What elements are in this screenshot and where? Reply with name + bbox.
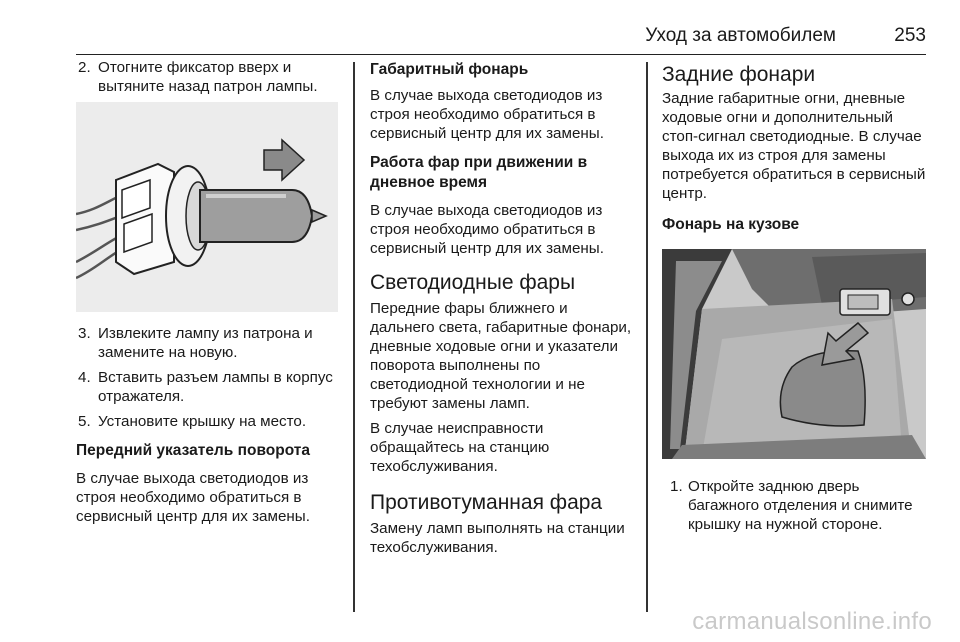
column-3 <box>662 58 926 540</box>
section-text: Замену ламп выполнять на станции техобслуживания. <box>370 520 625 556</box>
section-text: Задние габаритные огни, дневные ходовые огни и дополнительный стоп-сигнал светодиодные. В случае выхода их из строя для замены потребуется обратиться в сервисный центр. <box>662 90 926 202</box>
step-text: Извлеките лампу из патрона и замените на новую. <box>98 325 313 361</box>
page-header <box>76 20 926 55</box>
column-divider-2 <box>646 62 648 612</box>
cargo-area-illustration <box>662 249 926 459</box>
step-number: 2. <box>78 59 91 76</box>
column-2 <box>370 58 632 557</box>
step-number: 4. <box>78 369 91 386</box>
step-text: Установите крышку на место. <box>98 413 307 430</box>
section-heading: Габаритный фонарь <box>370 61 529 78</box>
section-text: В случае выхода светодиодов из строя необходимо обратиться в сервисный центр для их замены. <box>370 202 604 257</box>
column-1 <box>76 58 338 526</box>
section-heading-large: Задние фонари <box>662 63 816 86</box>
watermark: carmanualsonline.info <box>692 608 932 635</box>
section-heading-large: Противотуманная фара <box>370 491 603 514</box>
step-5 <box>76 412 338 431</box>
step-text: Откройте заднюю дверь багажного отделения и снимите крышку на нужной стороне. <box>688 478 913 533</box>
section-heading: Фонарь на кузове <box>662 216 800 233</box>
step-text: Отогните фиксатор вверх и вытяните назад патрон лампы. <box>98 59 318 95</box>
bulb-holder-illustration <box>76 102 338 312</box>
step-3 <box>76 324 338 362</box>
section-text: Передние фары ближнего и дальнего света, габаритные фонари, дневные ходовые огни и указатели поворота выполнены по светодиодной технологии и не требуют замены ламп. <box>370 300 632 412</box>
section-heading: Работа фар при движении в дневное время <box>370 154 588 191</box>
page-number: 253 <box>894 25 926 46</box>
section-text: В случае выхода светодиодов из строя необходимо обратиться в сервисный центр для их замены. <box>76 470 310 525</box>
step-text: Вставить разъем лампы в корпус отражателя. <box>98 369 333 405</box>
step-4 <box>76 368 338 406</box>
column-divider-1 <box>353 62 355 612</box>
step-number: 3. <box>78 325 91 342</box>
step-number: 1. <box>670 478 683 495</box>
header-title: Уход за автомобилем <box>645 25 836 46</box>
section-text: В случае неисправности обращайтесь на станцию техобслуживания. <box>370 420 550 475</box>
step-number: 5. <box>78 413 91 430</box>
section-heading: Передний указатель поворота <box>76 442 310 459</box>
step-2 <box>76 58 338 96</box>
section-text: В случае выхода светодиодов из строя необходимо обратиться в сервисный центр для их замены. <box>370 87 604 142</box>
step-1 <box>662 477 926 534</box>
section-heading-large: Светодиодные фары <box>370 271 576 294</box>
